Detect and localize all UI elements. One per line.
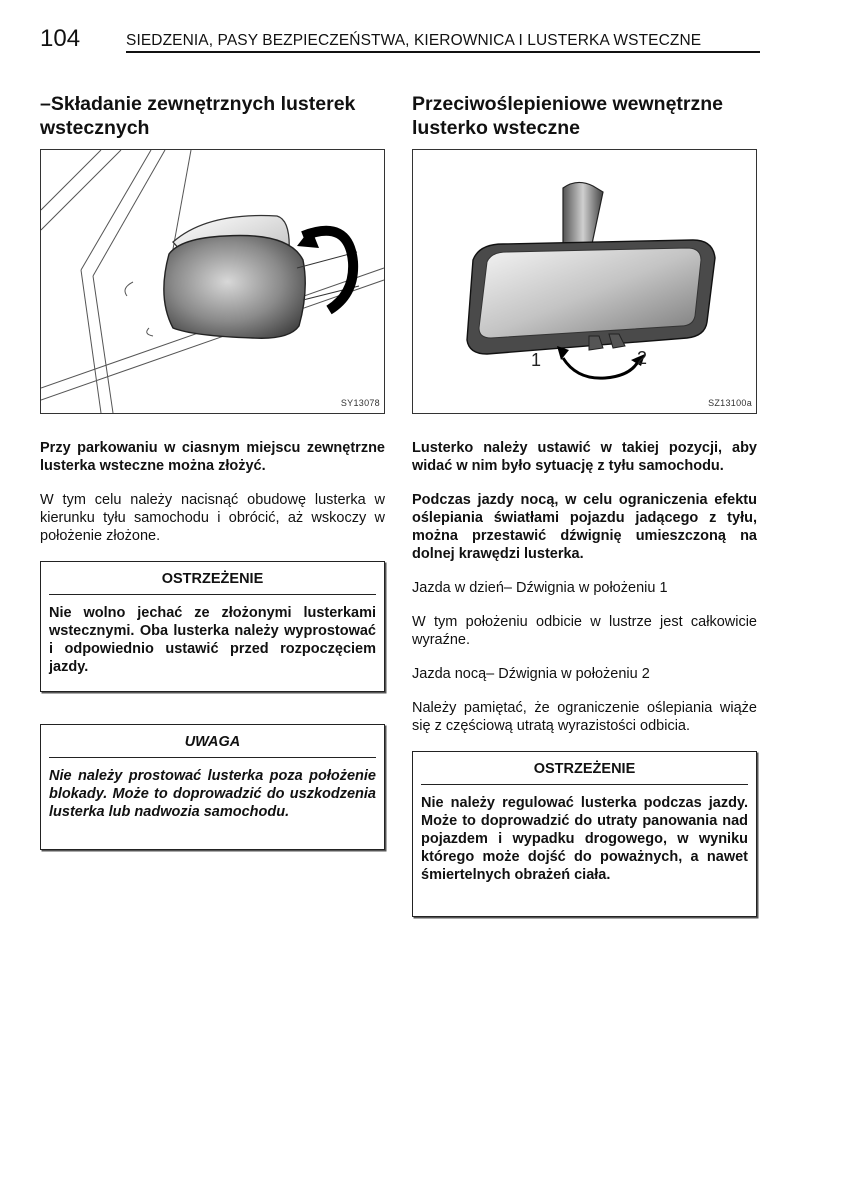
- page-number: 104: [40, 25, 81, 52]
- section-title-line2: lusterko wsteczne: [412, 117, 580, 139]
- warning-title: OSTRZEŻENIE: [421, 760, 748, 785]
- paragraph-day-clarity: W tym położeniu odbicie w lustrze jest całkowicie wyraźne.: [412, 614, 757, 648]
- warning-text: Nie wolno jechać ze złożonymi lusterkami wstecznymi. Oba lusterka należy wyprostować i odpowiednio ustawić przed rozpoczęciem jazdy.: [49, 605, 376, 675]
- paragraph-day-position: Jazda w dzień– Dźwignia w położeniu 1: [412, 580, 668, 596]
- notice-title: UWAGA: [49, 733, 376, 758]
- figure-code: SY13078: [340, 398, 380, 408]
- header-title: SIEDZENIA, PASY BEZPIECZEŃSTWA, KIEROWNICA I LUSTERKA WSTECZNE: [126, 32, 702, 49]
- section-title-line1: –Składanie zewnętrznych lusterek: [40, 93, 356, 115]
- figure-label-1: 1: [531, 350, 542, 370]
- paragraph-parking-info: Przy parkowaniu w ciasnym miejscu zewnętrzne lusterka wsteczne można złożyć.: [40, 440, 385, 474]
- notice-box-mirror-lock: [40, 724, 385, 850]
- warning-box-adjusting-while-driving: [412, 751, 757, 917]
- figure-outside-mirror: [40, 149, 385, 414]
- paragraph-folding-instructions: W tym celu należy nacisnąć obudowę lusterka w kierunku tyłu samochodu i obrócić, aż wskoczy w położenie złożone.: [40, 492, 385, 544]
- outside-mirror-illustration: [41, 150, 384, 413]
- figure-code: SZ13100a: [708, 398, 752, 408]
- paragraph-mirror-position: Lusterko należy ustawić w takiej pozycji, aby widać w nim było sytuację z tyłu samochodu.: [412, 440, 757, 474]
- paragraph-night-position: Jazda nocą– Dźwignia w położeniu 2: [412, 666, 650, 682]
- section-title-line1: Przeciwoślepieniowe wewnętrzne: [412, 93, 724, 115]
- page-header: [40, 26, 760, 54]
- figure-label-2: 2: [637, 348, 648, 368]
- paragraph-clarity-loss: Należy pamiętać, że ograniczenie oślepiania wiąże się z częściową utratą wyrazistości odbicia.: [412, 700, 757, 734]
- paragraph-night-driving: Podczas jazdy nocą, w celu ograniczenia efektu oślepiania światłami pojazdu jadącego z tyłu, można przestawić dźwignię umieszczoną na dolnej krawędzi lusterka.: [412, 492, 757, 562]
- section-title-inside-mirror: [412, 92, 757, 148]
- warning-text: Nie należy regulować lusterka podczas jazdy. Może to doprowadzić do utraty panowania nad pojazdem i wypadku drogowego, w wyniku którego może dojść do poważnych, a nawet śmiertelnych obrażeń ciała.: [421, 795, 748, 883]
- right-column: [412, 92, 757, 917]
- notice-text: Nie należy prostować lusterka poza położenie blokady. Może to doprowadzić do uszkodzenia lusterka lub nadwozia samochodu.: [49, 768, 376, 820]
- section-title-line2: wstecznych: [40, 117, 150, 139]
- inside-mirror-illustration: [413, 150, 756, 413]
- warning-box-folded-mirrors: [40, 561, 385, 692]
- section-title-folding-mirrors: [40, 92, 385, 148]
- header-rule: [126, 51, 760, 53]
- warning-title: OSTRZEŻENIE: [49, 570, 376, 595]
- left-column: [40, 92, 385, 850]
- figure-inside-mirror: [412, 149, 757, 414]
